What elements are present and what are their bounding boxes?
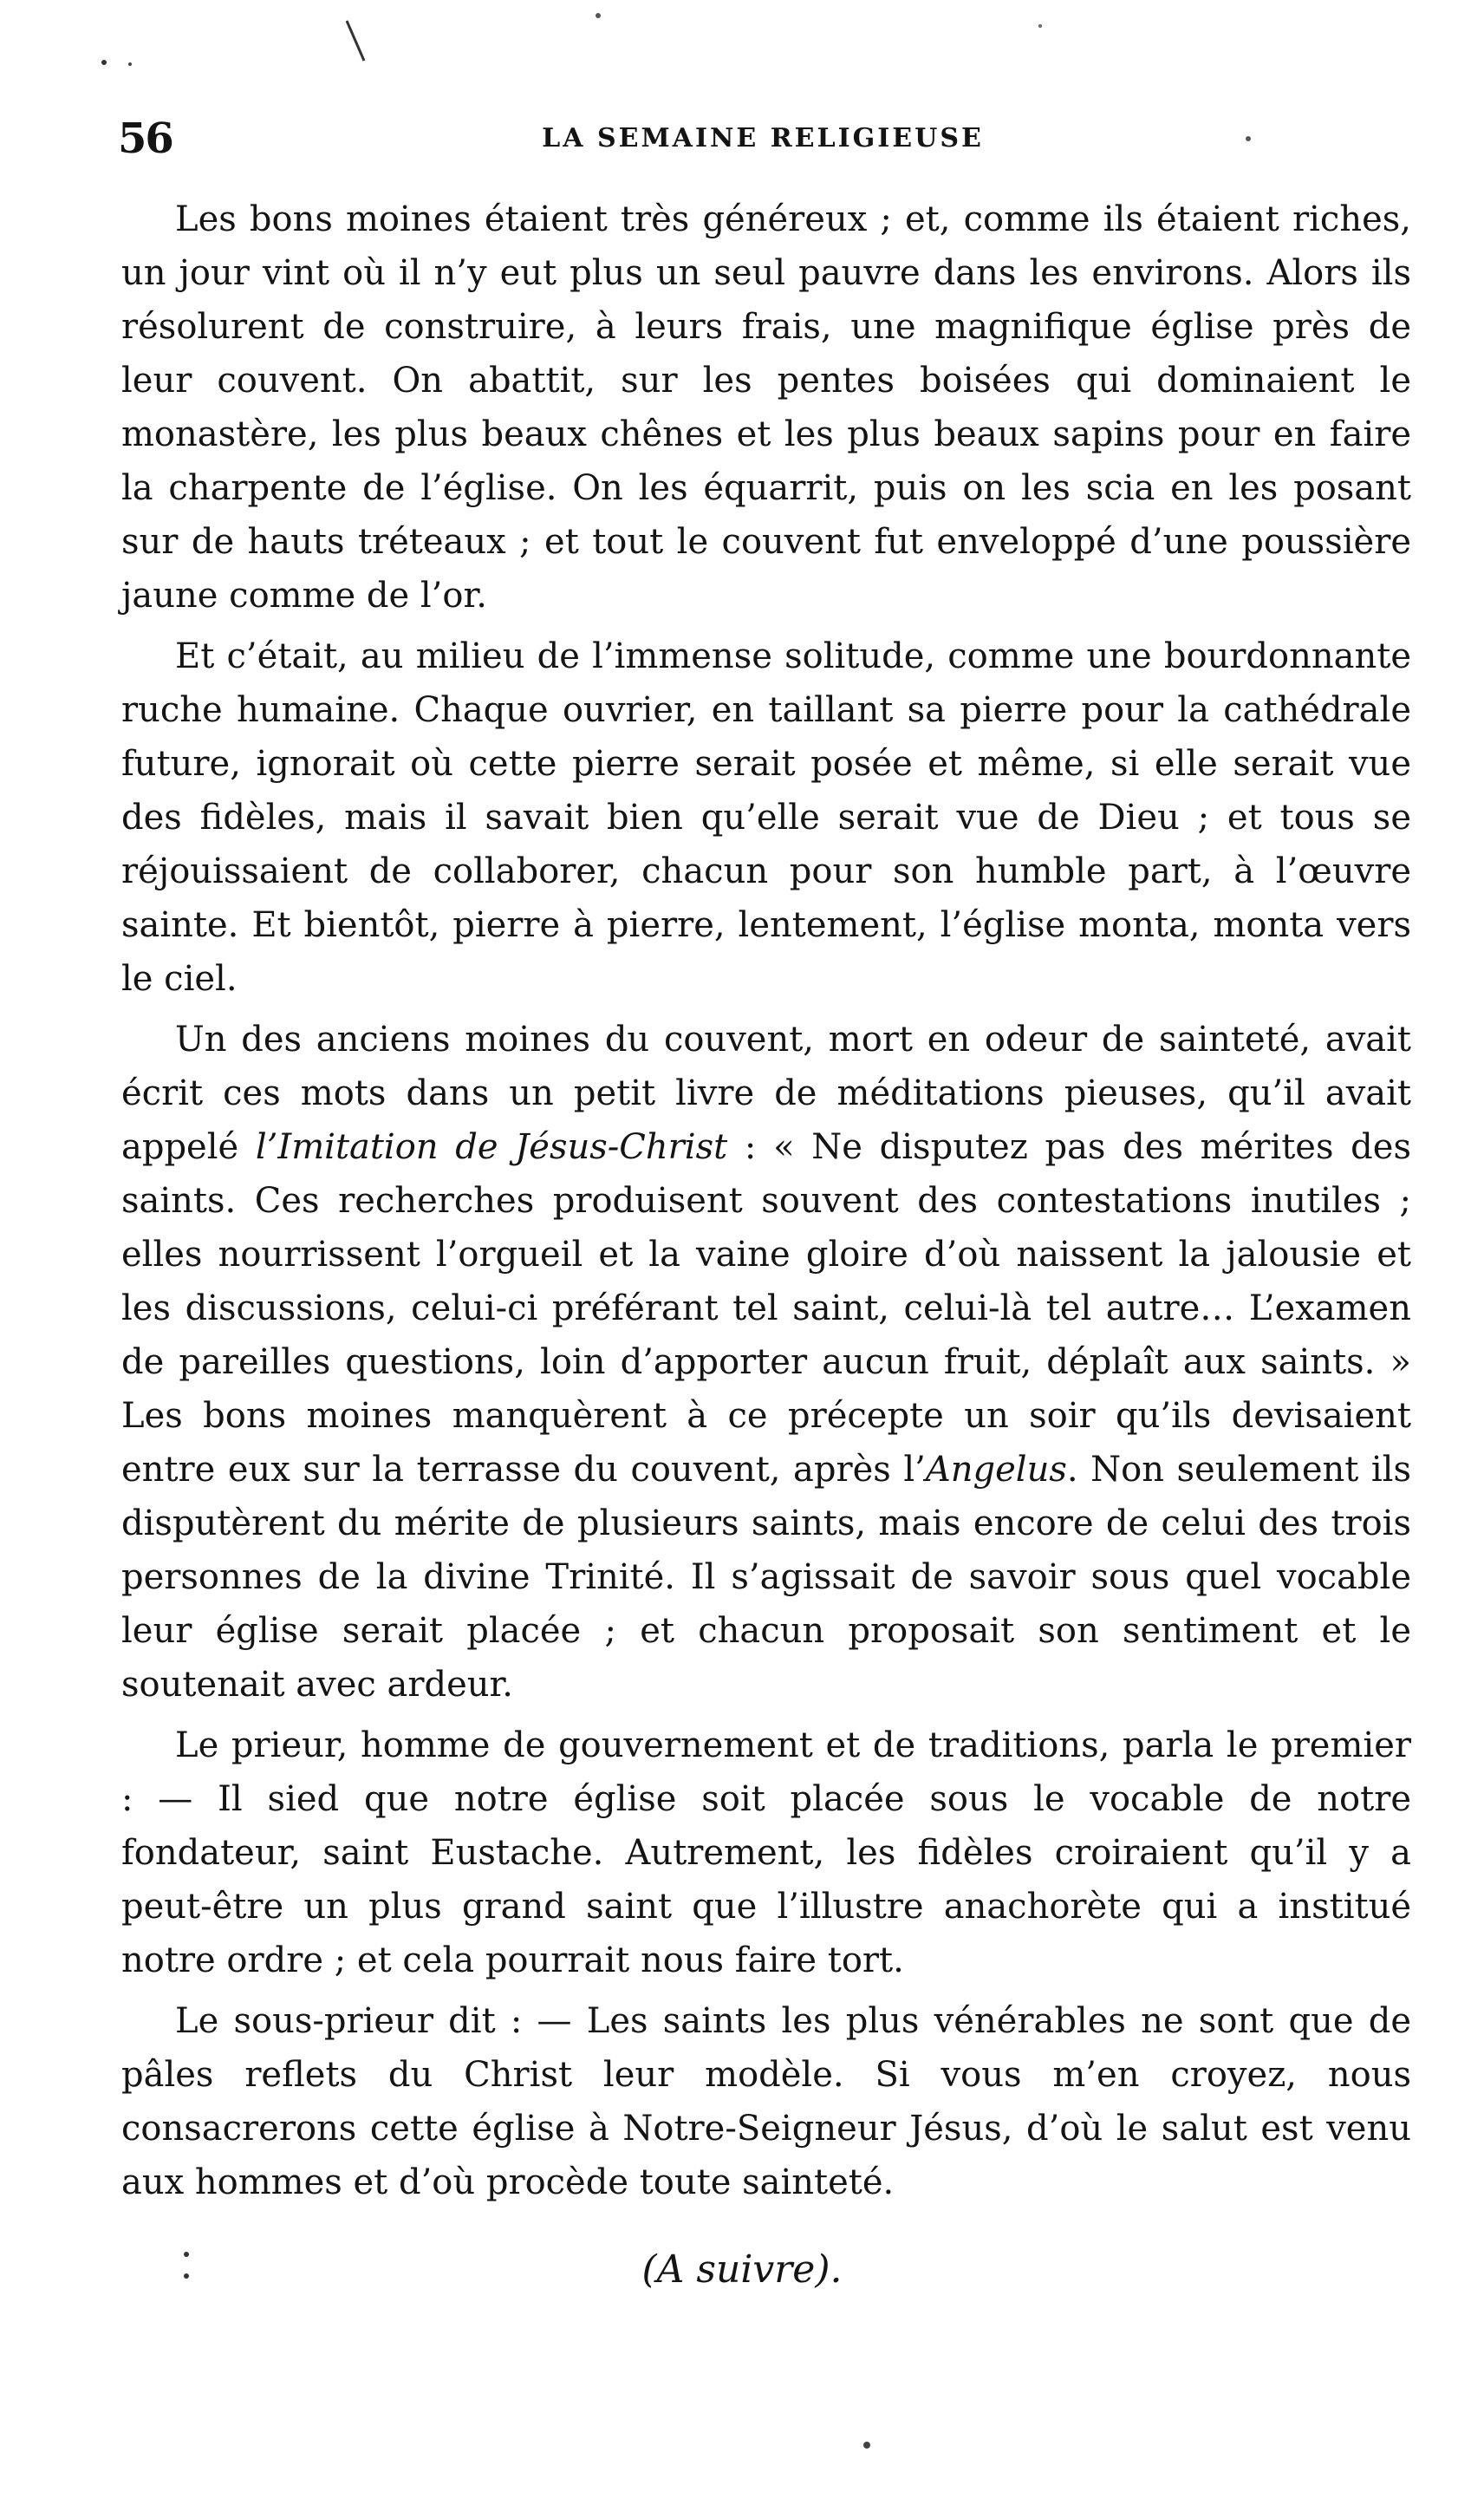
paragraph-text: Le sous-prieur dit : — Les saints les plus vénérables ne sont que de pâles reflets du Christ leur modèle. Si vous m’en croyez, nous consacrerons cette église à Notre-Seigneur Jésus, d’où le salut est venu aux hommes et d’où procède toute sainteté. (121, 2001, 1411, 2202)
page-header (104, 114, 1422, 166)
paragraph-text: Un des anciens moines du couvent, mort en odeur de sainteté, avait écrit ces mots dans un petit livre de méditations pieuses, qu’il avait appelé (121, 1020, 1411, 1167)
paragraph-text: : « Ne disputez pas des mérites des saints. Ces recherches produisent souvent des contestations inutiles ; elles nourrissent l’orgueil et la vaine gloire d’où naissent la jalousie et les discussions, celui-ci préférant tel saint, celui-là tel autre… L’examen de pareilles questions, loin d’apporter aucun fruit, déplaît aux saints. » Les bons moines manquèrent à ce précepte un soir qu’ils devisaient entre eux sur la terrasse du couvent, après l’ (121, 1127, 1411, 1490)
paragraph-text: Et c’était, au milieu de l’immense solitude, comme une bourdonnante ruche humaine. Chaque ouvrier, en taillant sa pierre pour la cathédrale future, ignorait où cette pierre serait posée et même, si elle serait vue des fidèles, mais il savait bien qu’elle serait vue de Dieu ; et tous se réjouissaient de collaborer, chacun pour son humble part, à l’œuvre sainte. Et bientôt, pierre à pierre, lentement, l’église monta, monta vers le ciel. (121, 636, 1411, 999)
paragraph-text: . Non seulement ils disputèrent du mérite de plusieurs saints, mais encore de celui des trois personnes de la divine Trinité. Il s’agissait de savoir sous quel vocable leur église serait placée ; et chacun proposait son sentiment et le soutenait avec ardeur. (121, 1450, 1411, 1705)
italic-title-text: l’Imitation de Jésus-Christ (255, 1127, 728, 1167)
paragraph (121, 1013, 1411, 1712)
paragraph-text: Le prieur, homme de gouvernement et de traditions, parla le premier : — Il sied que notre église soit placée sous le vocable de notre fondateur, saint Eustache. Autrement, les fidèles croiraient qu’il y a peut-être un plus grand saint que l’illustre anachorète qui a institué notre ordre ; et cela pourrait nous faire tort. (121, 1725, 1411, 1980)
page-number: 56 (118, 114, 172, 163)
paragraph (121, 629, 1411, 1006)
paragraph (121, 192, 1411, 623)
paragraph (121, 1719, 1411, 1987)
continued-note: (A suivre). (641, 2247, 843, 2292)
paragraph (121, 1994, 1411, 2209)
italic-title-text: Angelus (925, 1450, 1067, 1490)
article-body (121, 192, 1411, 2216)
paragraph-text: Les bons moines étaient très généreux ; et, comme ils étaient riches, un jour vint où il n’y eut plus un seul pauvre dans les environs. Alors ils résolurent de construire, à leurs frais, une magnifique église près de leur couvent. On abattit, sur les pentes boisées qui dominaient le monastère, les plus beaux chênes et les plus beaux sapins pour en faire la charpente de l’église. On les équarrit, puis on les scia en les posant sur de hauts tréteaux ; et tout le couvent fut enveloppé d’une poussière jaune comme de l’or. (121, 199, 1411, 616)
running-title: LA SEMAINE RELIGIEUSE (542, 123, 984, 153)
